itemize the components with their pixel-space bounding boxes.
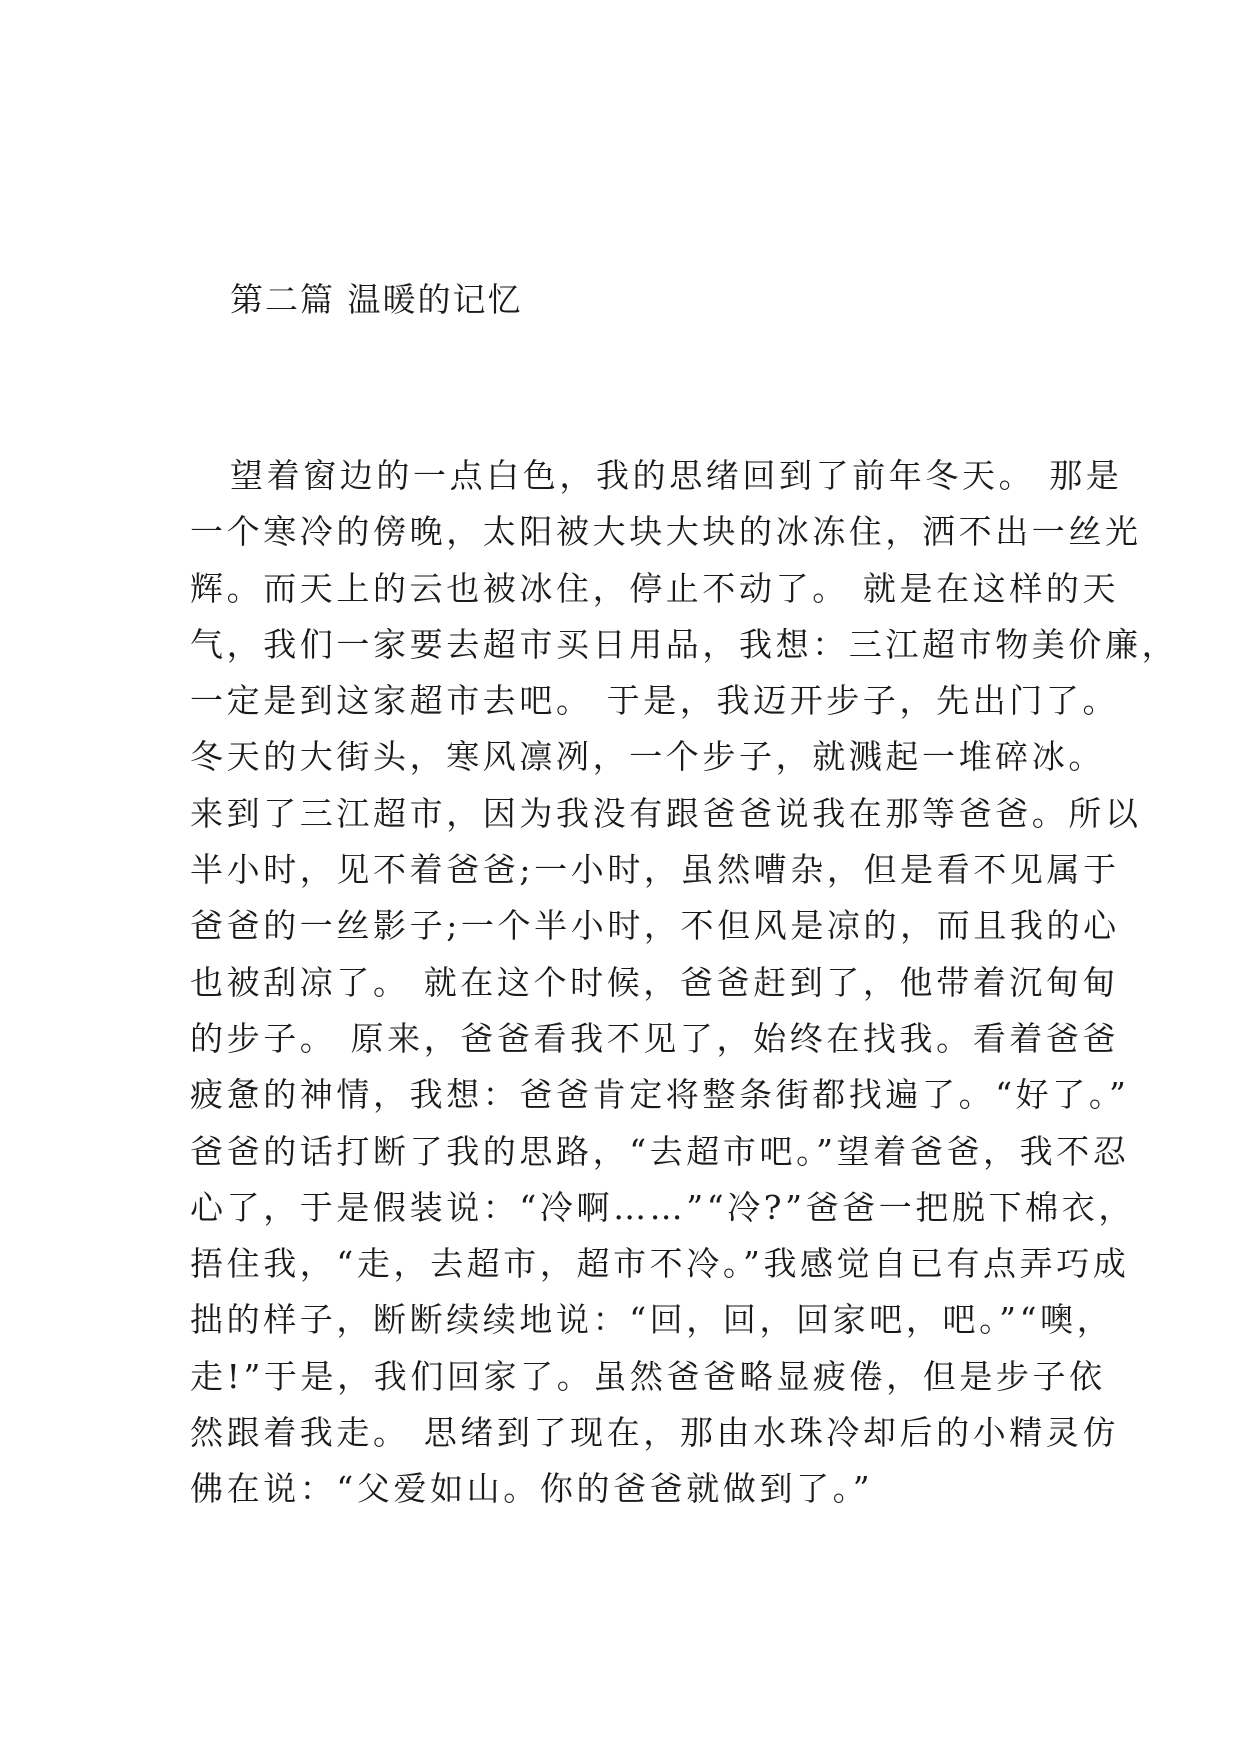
text-line: 走!”于是，我们回家了。虽然爸爸略显疲倦，但是步子依 [190, 1356, 1106, 1396]
text-line: 来到了三江超市，因为我没有跟爸爸说我在那等爸爸。所以 [190, 793, 1142, 833]
body-paragraph [190, 448, 1179, 1518]
text-line: 望着窗边的一点白色，我的思绪回到了前年冬天。 那是 [230, 456, 1123, 495]
text-line: 拙的样子，断断续续地说：“回，回，回家吧，吧。”“噢， [190, 1300, 1114, 1340]
text-line: 一个寒冷的傍晚，太阳被大块大块的冰冻住，洒不出一丝光 [190, 512, 1142, 552]
text-line: 辉。而天上的云也被冰住，停止不动了。 就是在这样的天 [190, 568, 1120, 608]
text-line: 爸爸的话打断了我的思路，“去超市吧。”望着爸爸，我不忍 [190, 1131, 1130, 1171]
text-line: 也被刮凉了。 就在这个时候，爸爸赶到了，他带着沉甸甸 [190, 962, 1120, 1002]
text-line: 疲惫的神情，我想：爸爸肯定将整条街都找遍了。“好了。” [190, 1075, 1130, 1115]
text-line: 然跟着我走。 思绪到了现在，那由水珠冷却后的小精灵仿 [190, 1413, 1120, 1453]
text-line: 爸爸的一丝影子;一个半小时，不但风是凉的，而且我的心 [190, 906, 1120, 946]
document-title: 第二篇 温暖的记忆 [230, 280, 523, 319]
text-line: 的步子。 原来，爸爸看我不见了，始终在找我。看着爸爸 [190, 1018, 1120, 1058]
text-line: 冬天的大街头，寒风凛冽，一个步子，就溅起一堆碎冰。 [190, 737, 1105, 777]
text-line: 气，我们一家要去超市买日用品，我想：三江超市物美价廉， [190, 624, 1179, 664]
text-line: 心了，于是假装说：“冷啊……”“冷?”爸爸一把脱下棉衣， [190, 1187, 1135, 1227]
text-line: 一定是到这家超市去吧。 于是，我迈开步子，先出门了。 [190, 681, 1120, 721]
text-line: 捂住我，“走，去超市，超市不冷。”我感觉自已有点弄巧成 [190, 1244, 1130, 1284]
text-line: 佛在说：“父爱如山。你的爸爸就做到了。” [190, 1469, 874, 1509]
text-line: 半小时，见不着爸爸;一小时，虽然嘈杂，但是看不见属于 [190, 850, 1120, 890]
